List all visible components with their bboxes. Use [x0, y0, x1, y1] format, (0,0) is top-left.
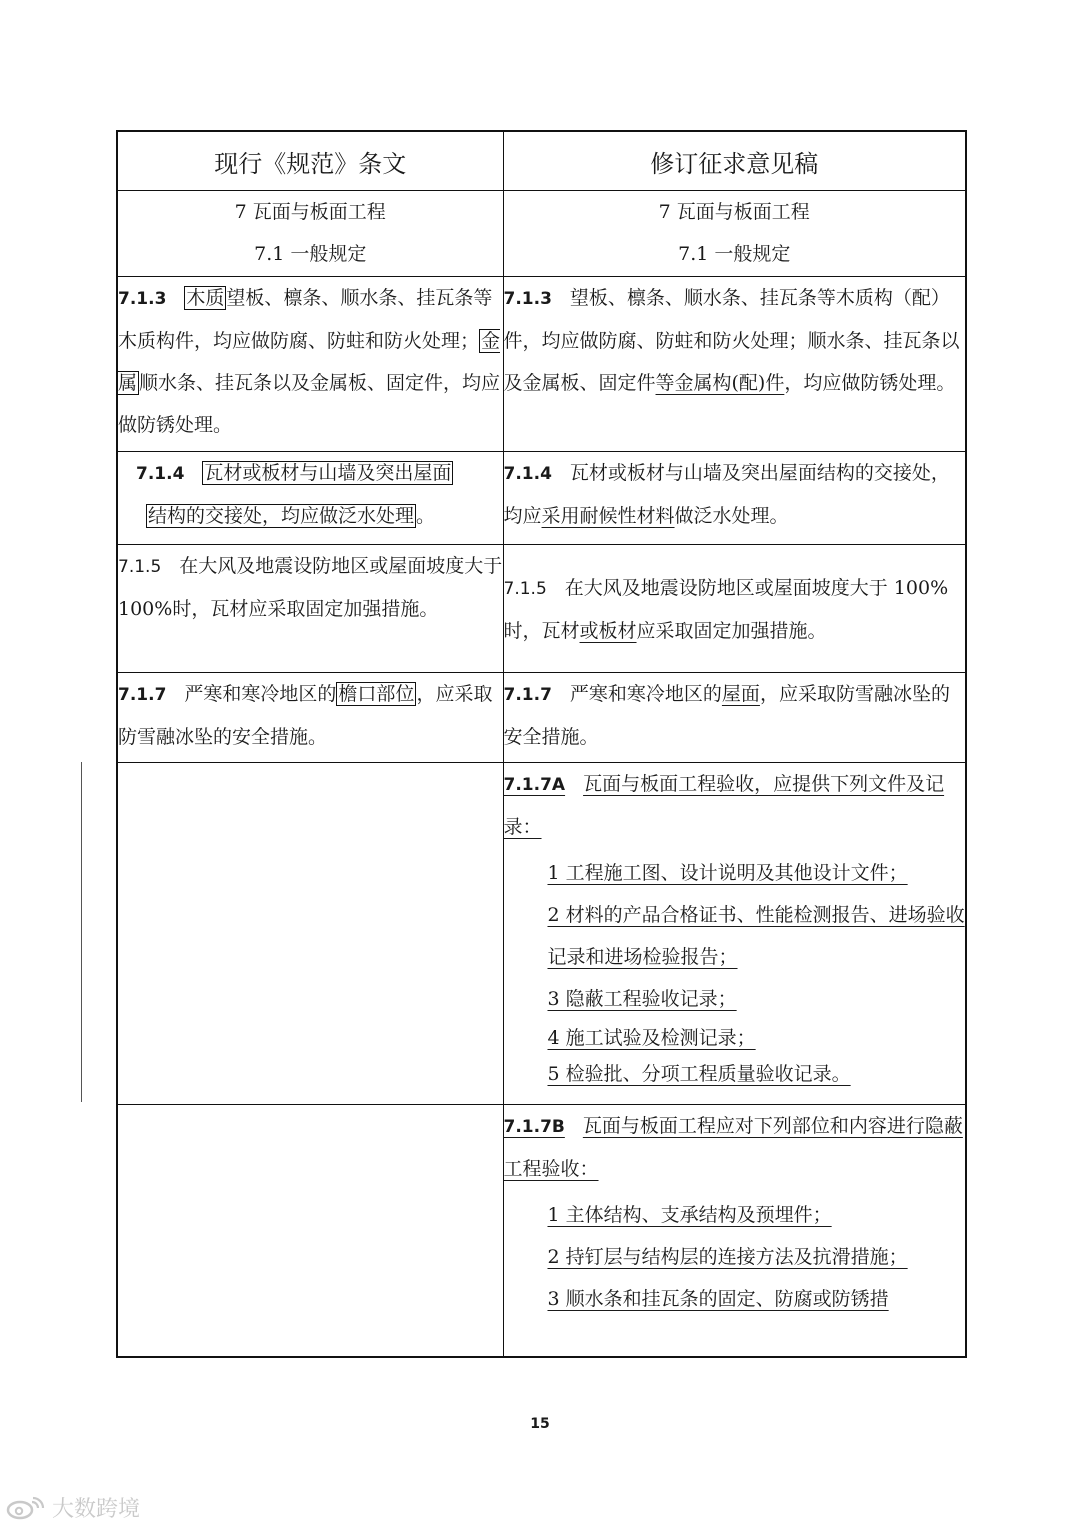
clause-number: 7.1.7B — [503, 1117, 565, 1137]
list-item: 1 主体结构、支承结构及预埋件； — [547, 1204, 832, 1226]
chapter-title: 7 瓦面与板面工程 — [234, 201, 386, 223]
clause-717b-revision — [503, 1105, 966, 1357]
list-item: 5 检验批、分项工程质量验收记录。 — [547, 1063, 851, 1085]
clause-text: 。 — [416, 505, 436, 527]
section-title: 7.1 一般规定 — [678, 243, 791, 265]
clause-number: 7.1.7 — [118, 685, 167, 705]
chapter-title: 7 瓦面与板面工程 — [658, 201, 810, 223]
clause-715-revision — [503, 545, 966, 673]
clause-text: 望板、檩条、顺水条、挂瓦条等木质构件，均应做防腐、防蛀和防火处理； — [118, 287, 493, 352]
chapter-cell-right — [503, 191, 966, 277]
clause-text: 在大风及地震设防地区或屋面坡度大于 100%时，瓦材 — [503, 577, 949, 642]
table-row — [117, 763, 966, 1105]
list-item: 2 材料的产品合格证书、性能检测报告、进场验收记录和进场检验报告； — [547, 904, 965, 968]
boxed-text: 木质 — [186, 287, 225, 309]
watermark-text: 大数跨境 — [52, 1497, 141, 1522]
clause-text: ，均应做防锈处理。 — [784, 372, 956, 394]
clause-717a-revision — [503, 763, 966, 1105]
clause-715-current — [117, 545, 503, 673]
table-header-row — [117, 131, 966, 191]
clause-text: 严寒和寒冷地区的 — [569, 683, 722, 705]
clause-number: 7.1.3 — [118, 289, 167, 309]
chapter-cell-left — [117, 191, 503, 277]
table-row — [117, 191, 966, 277]
header-revision-draft: 修订征求意见稿 — [503, 131, 966, 191]
clause-717-current — [117, 673, 503, 763]
clause-intro: 瓦面与板面工程验收，应提供下列文件及记录： — [503, 773, 945, 838]
list-item: 2 持钉层与结构层的连接方法及抗滑措施； — [547, 1246, 908, 1268]
clause-number: 7.1.5 — [503, 579, 547, 599]
underlined-text: 屋面 — [721, 683, 760, 705]
underlined-text: 等金属构(配)件 — [655, 372, 785, 394]
clause-number: 7.1.4 — [136, 464, 185, 484]
boxed-text: 结构的交接处，均应做泛水处理 — [148, 505, 415, 527]
weibo-logo-icon — [6, 1496, 46, 1520]
clause-text: ，应采取防雪融冰坠的安全措施。 — [503, 683, 950, 748]
boxed-text: 瓦材或板材与山墙及突出屋面 — [204, 462, 452, 484]
clause-text: 严寒和寒冷地区的 — [184, 683, 337, 705]
clause-number: 7.1.5 — [118, 557, 162, 577]
page-number: 15 — [530, 1416, 550, 1432]
clause-text: 顺水条、挂瓦条以及金属板、固定件，均应做防锈处理。 — [118, 372, 501, 436]
clause-717-revision — [503, 673, 966, 763]
table-row — [117, 1105, 966, 1357]
section-title: 7.1 一般规定 — [254, 243, 367, 265]
clause-number: 7.1.7 — [503, 685, 552, 705]
watermark — [6, 1492, 140, 1523]
margin-revision-line — [81, 762, 82, 1102]
clause-number: 7.1.7A — [503, 775, 566, 795]
empty-current-cell — [117, 763, 503, 1105]
boxed-text: 金属 — [118, 330, 501, 394]
list-item: 4 施工试验及检测记录； — [547, 1027, 756, 1049]
table-row — [117, 545, 966, 673]
list-item: 3 顺水条和挂瓦条的固定、防腐或防锈措 — [547, 1288, 889, 1310]
clause-text: ，应采取防雪融冰坠的安全措施。 — [118, 683, 493, 748]
table-row — [117, 452, 966, 545]
clause-text: 望板、檩条、顺水条、挂瓦条等木质构（配）件，均应做防腐、防蛀和防火处理；顺水条、挂瓦条以及金属板、固定件 — [503, 287, 960, 394]
underlined-text: 采用耐候性材料 — [541, 505, 675, 527]
header-current-clause: 现行《规范》条文 — [117, 131, 503, 191]
clause-714-revision — [503, 452, 966, 545]
clause-text: 做泛水处理。 — [674, 505, 789, 527]
clause-number: 7.1.4 — [503, 464, 552, 484]
clause-713-current — [117, 277, 503, 452]
table-row — [117, 673, 966, 763]
comparison-table — [116, 130, 967, 1358]
clause-text: 应采取固定加强措施。 — [636, 620, 827, 642]
clause-713-revision — [503, 277, 966, 452]
underlined-text: 或板材 — [579, 620, 637, 642]
list-item: 3 隐蔽工程验收记录； — [547, 988, 737, 1010]
boxed-text: 檐口部位 — [338, 683, 415, 705]
clause-714-current — [117, 452, 503, 545]
clause-text: 在大风及地震设防地区或屋面坡度大于 100%时，瓦材应采取固定加强措施。 — [118, 555, 503, 620]
list-item: 1 工程施工图、设计说明及其他设计文件； — [547, 862, 908, 884]
clause-text: 瓦材或板材与山墙及突出屋面结构的交接处，均应 — [503, 462, 950, 527]
clause-intro: 瓦面与板面工程应对下列部位和内容进行隐蔽工程验收： — [503, 1115, 963, 1180]
empty-current-cell — [117, 1105, 503, 1357]
table-row — [117, 277, 966, 452]
clause-number: 7.1.3 — [503, 289, 552, 309]
